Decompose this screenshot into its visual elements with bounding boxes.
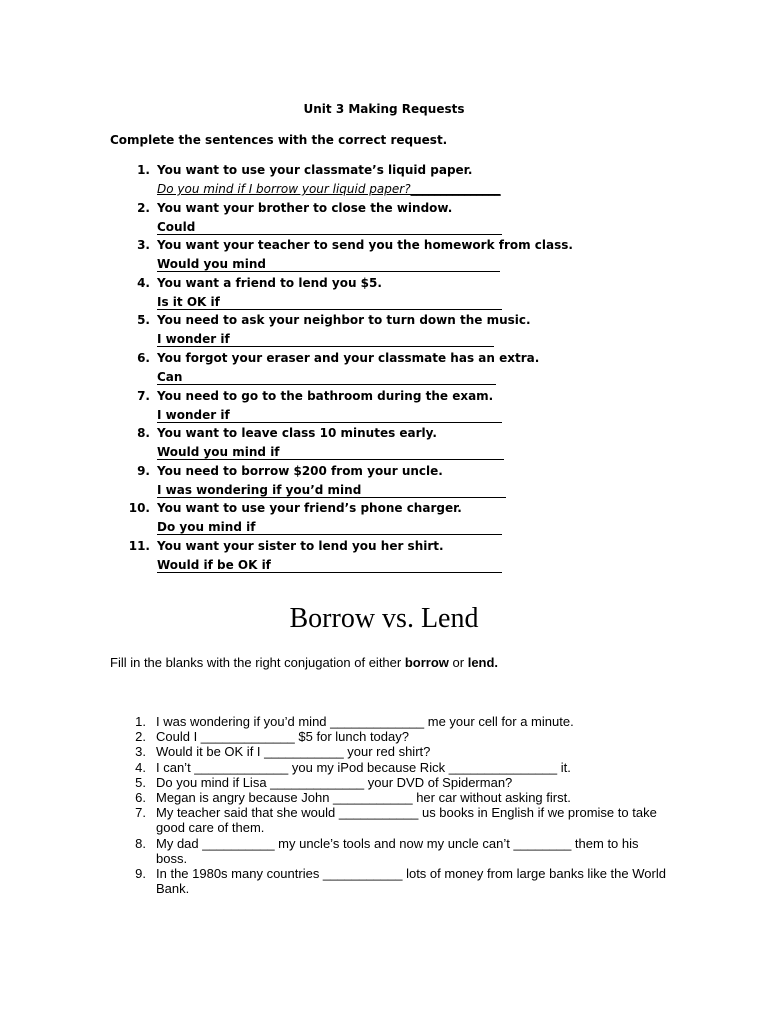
item-question: You need to go to the bathroom during the exam. (157, 388, 494, 403)
item-text: I can’t _____________ you my iPod because Rick _______________ it. (156, 759, 571, 775)
list-item (110, 744, 670, 759)
requests-list (110, 163, 573, 577)
item-number: 6. (137, 350, 150, 365)
list-item (110, 836, 670, 866)
item-question: You want your sister to lend you her shirt. (157, 538, 444, 553)
item-question: You want a friend to lend you $5. (157, 275, 382, 290)
item-text: Could I _____________ $5 for lunch today? (156, 729, 409, 745)
list-item (110, 426, 530, 464)
item-number: 10. (128, 501, 150, 516)
fill-in-list (110, 714, 670, 896)
item-text: Megan is angry because John ___________ her car without asking first. (156, 790, 571, 806)
item-question: You want to use your classmate’s liquid paper. (157, 163, 473, 177)
item-answer-line (157, 558, 502, 573)
item-number: 8. (137, 426, 150, 441)
item-number: 4. (137, 275, 150, 290)
item-number: 11. (128, 538, 150, 553)
item-number: 9. (135, 866, 146, 882)
list-item (110, 866, 670, 896)
item-answer: Is it OK if (157, 294, 220, 309)
item-number: 1. (135, 714, 146, 729)
list-item (110, 313, 530, 351)
list-item (110, 276, 530, 314)
item-text: In the 1980s many countries ___________ lots of money from large banks like the World Bank. (156, 866, 666, 897)
section-title: Borrow vs. Lend (289, 603, 479, 634)
item-answer-line (157, 257, 500, 272)
item-number: 5. (137, 313, 150, 328)
item-answer-line (157, 520, 502, 535)
item-number: 7. (135, 805, 146, 821)
item-number: 5. (135, 774, 146, 790)
item-question: You want to use your friend’s phone charger. (157, 501, 462, 516)
item-answer: Would if be OK if (157, 557, 271, 572)
item-answer-line (157, 445, 504, 460)
list-item (110, 539, 530, 577)
list-item (110, 805, 670, 835)
item-number: 8. (135, 835, 146, 851)
item-text: My teacher said that she would ___________ us books in English if we promise to take good care of them. (156, 805, 657, 836)
list-item (110, 238, 573, 276)
item-answer: I wonder if (157, 332, 230, 347)
item-answer-line (157, 408, 502, 423)
item-question: You want your brother to close the window. (157, 200, 453, 215)
item-answer: Could (157, 219, 196, 234)
item-answer: Would you mind (157, 257, 267, 272)
item-text: Do you mind if Lisa _____________ your DVD of Spiderman? (156, 774, 513, 790)
item-number: 7. (137, 388, 150, 403)
list-item (110, 760, 670, 775)
item-text: My dad __________ my uncle’s tools and now my uncle can’t ________ them to his boss. (156, 835, 639, 866)
list-item (110, 714, 670, 729)
item-text: Would it be OK if I ___________ your red shirt? (156, 744, 431, 760)
item-question: You forgot your eraser and your classmate has an extra. (157, 350, 540, 365)
list-item (110, 729, 670, 744)
item-number: 9. (137, 463, 150, 478)
item-number: 2. (135, 729, 146, 745)
worksheet-instruction: Complete the sentences with the correct request. (110, 133, 448, 147)
item-answer: Do you mind if (157, 520, 256, 535)
worksheet-title: Unit 3 Making Requests (303, 102, 465, 116)
item-answer-line (157, 332, 494, 347)
item-answer-line (157, 483, 506, 498)
instruction-text: Fill in the blanks with the right conjugation of either (110, 655, 405, 670)
list-item (110, 501, 530, 539)
item-answer-line (157, 295, 502, 310)
item-question: You want to leave class 10 minutes early. (157, 426, 437, 441)
list-item (110, 389, 530, 427)
item-question: You need to ask your neighbor to turn down the music. (157, 313, 531, 328)
list-item (110, 350, 540, 389)
item-answer: I wonder if (157, 407, 230, 422)
item-number: 6. (135, 790, 146, 806)
item-answer: I was wondering if you’d mind (157, 482, 362, 497)
item-answer: Would you mind if (157, 445, 280, 460)
section-instruction (110, 655, 498, 670)
item-answer: Do you mind if I borrow your liquid paper?_______________ (157, 182, 501, 196)
item-answer-line (157, 370, 496, 385)
list-item (110, 775, 670, 790)
item-number: 4. (135, 759, 146, 775)
item-number: 3. (135, 744, 146, 760)
item-number: 1. (137, 163, 150, 177)
item-number: 3. (137, 238, 150, 253)
item-number: 2. (137, 200, 150, 215)
instruction-word-lend: lend. (467, 655, 499, 670)
instruction-word-borrow: borrow (404, 655, 449, 670)
list-item (110, 163, 530, 201)
item-text: I was wondering if you’d mind _____________ me your cell for a minute. (156, 714, 574, 729)
item-question: You want your teacher to send you the homework from class. (157, 238, 573, 253)
instruction-connector: or (448, 655, 468, 670)
item-question: You need to borrow $200 from your uncle. (157, 463, 443, 478)
list-item (110, 790, 670, 805)
item-answer-line (157, 220, 502, 235)
list-item (110, 464, 530, 502)
item-answer: Can (157, 369, 183, 384)
list-item (110, 201, 530, 239)
